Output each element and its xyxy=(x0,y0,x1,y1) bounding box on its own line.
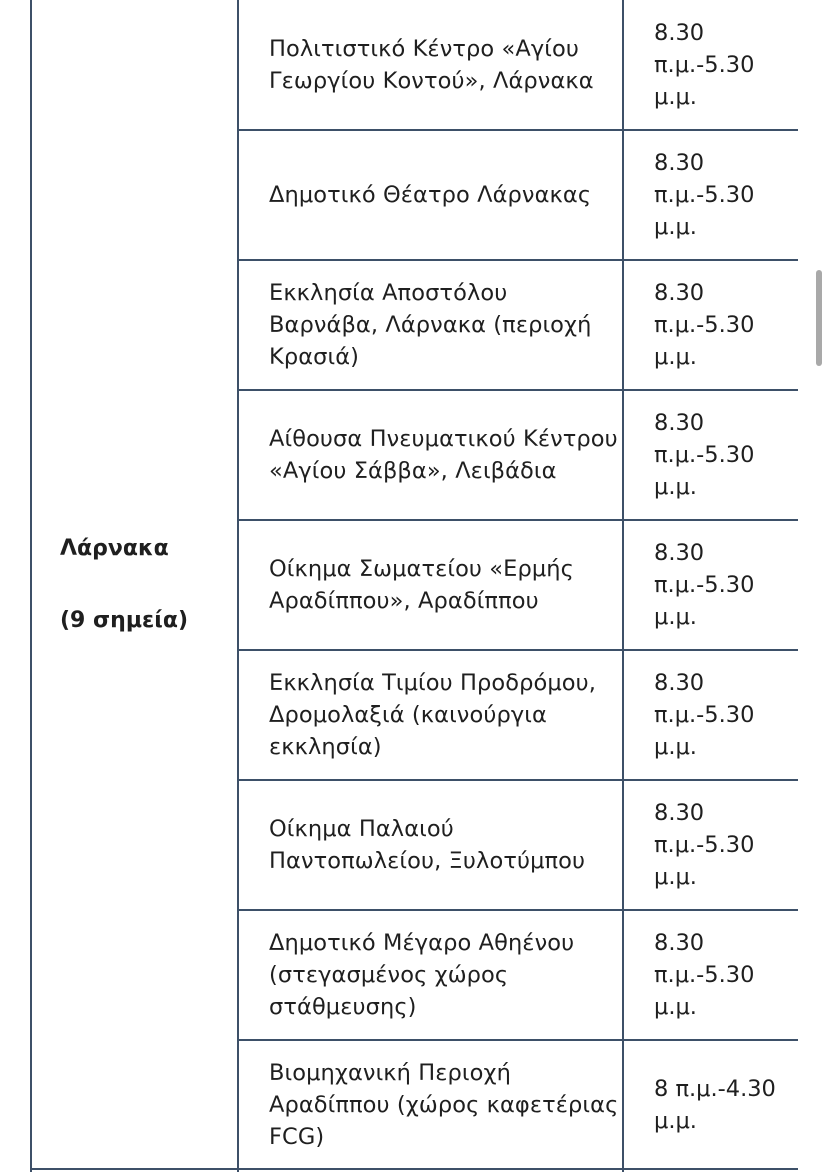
hours-text: 8.30 π.μ.-5.30 μ.μ. xyxy=(654,800,755,890)
hours-cell xyxy=(654,1041,794,1169)
hours-cell xyxy=(654,391,794,519)
location-text: Οίκημα Σωματείου «Ερμής Αραδίππου», Αραδίππου xyxy=(269,556,574,614)
hours-cell xyxy=(654,521,794,649)
location-text: Εκκλησία Αποστόλου Βαρνάβα, Λάρνακα (περιοχή Κρασιά) xyxy=(269,280,592,370)
table-row xyxy=(239,781,798,909)
location-cell xyxy=(269,261,619,389)
location-text: Εκκλησία Τιμίου Προδρόμου, Δρομολαξιά (καινούργια εκκλησία) xyxy=(269,670,597,760)
scrollbar-thumb[interactable] xyxy=(816,270,822,366)
location-text: Αίθουσα Πνευματικού Κέντρου «Αγίου Σάββα», Λειβάδια xyxy=(269,426,618,484)
hours-text: 8.30 π.μ.-5.30 μ.μ. xyxy=(654,20,755,110)
location-cell xyxy=(269,651,619,779)
location-cell xyxy=(269,131,619,259)
table-row xyxy=(239,1,798,129)
location-cell xyxy=(269,781,619,909)
hours-text: 8.30 π.μ.-5.30 μ.μ. xyxy=(654,540,755,630)
hours-cell xyxy=(654,131,794,259)
hours-cell xyxy=(654,261,794,389)
table-row xyxy=(239,391,798,519)
table-row xyxy=(239,261,798,389)
hours-cell xyxy=(654,651,794,779)
hours-cell xyxy=(654,781,794,909)
location-cell xyxy=(269,911,619,1039)
location-text: Δημοτικό Μέγαρο Αθηένου (στεγασμένος χώρος στάθμευσης) xyxy=(269,930,575,1020)
location-cell xyxy=(269,1041,619,1169)
hours-text: 8 π.μ.-4.30 μ.μ. xyxy=(654,1076,776,1134)
hours-text: 8.30 π.μ.-5.30 μ.μ. xyxy=(654,280,755,370)
table-row xyxy=(239,651,798,779)
region-count: (9 σημεία) xyxy=(60,608,188,633)
location-text: Πολιτιστικό Κέντρο «Αγίου Γεωργίου Κοντού», Λάρνακα xyxy=(269,36,594,94)
vaccination-points-table xyxy=(30,0,798,1172)
hours-text: 8.30 π.μ.-5.30 μ.μ. xyxy=(654,410,755,500)
location-text: Βιομηχανική Περιοχή Αραδίππου (χώρος καφετέριας FCG) xyxy=(269,1060,619,1150)
table-row xyxy=(239,521,798,649)
table-row xyxy=(239,911,798,1039)
hours-text: 8.30 π.μ.-5.30 μ.μ. xyxy=(654,670,755,760)
region-cell xyxy=(32,0,237,1168)
hours-text: 8.30 π.μ.-5.30 μ.μ. xyxy=(654,930,755,1020)
table-row xyxy=(239,131,798,259)
table-row xyxy=(239,1041,798,1169)
location-cell xyxy=(269,521,619,649)
location-cell xyxy=(269,391,619,519)
location-text: Δημοτικό Θέατρο Λάρνακας xyxy=(269,182,592,208)
hours-cell xyxy=(654,1,794,129)
hours-text: 8.30 π.μ.-5.30 μ.μ. xyxy=(654,150,755,240)
region-name: Λάρνακα xyxy=(60,536,169,561)
location-text: Οίκημα Παλαιού Παντοπωλείου, Ξυλοτύμπου xyxy=(269,816,586,874)
location-cell xyxy=(269,1,619,129)
hours-cell xyxy=(654,911,794,1039)
